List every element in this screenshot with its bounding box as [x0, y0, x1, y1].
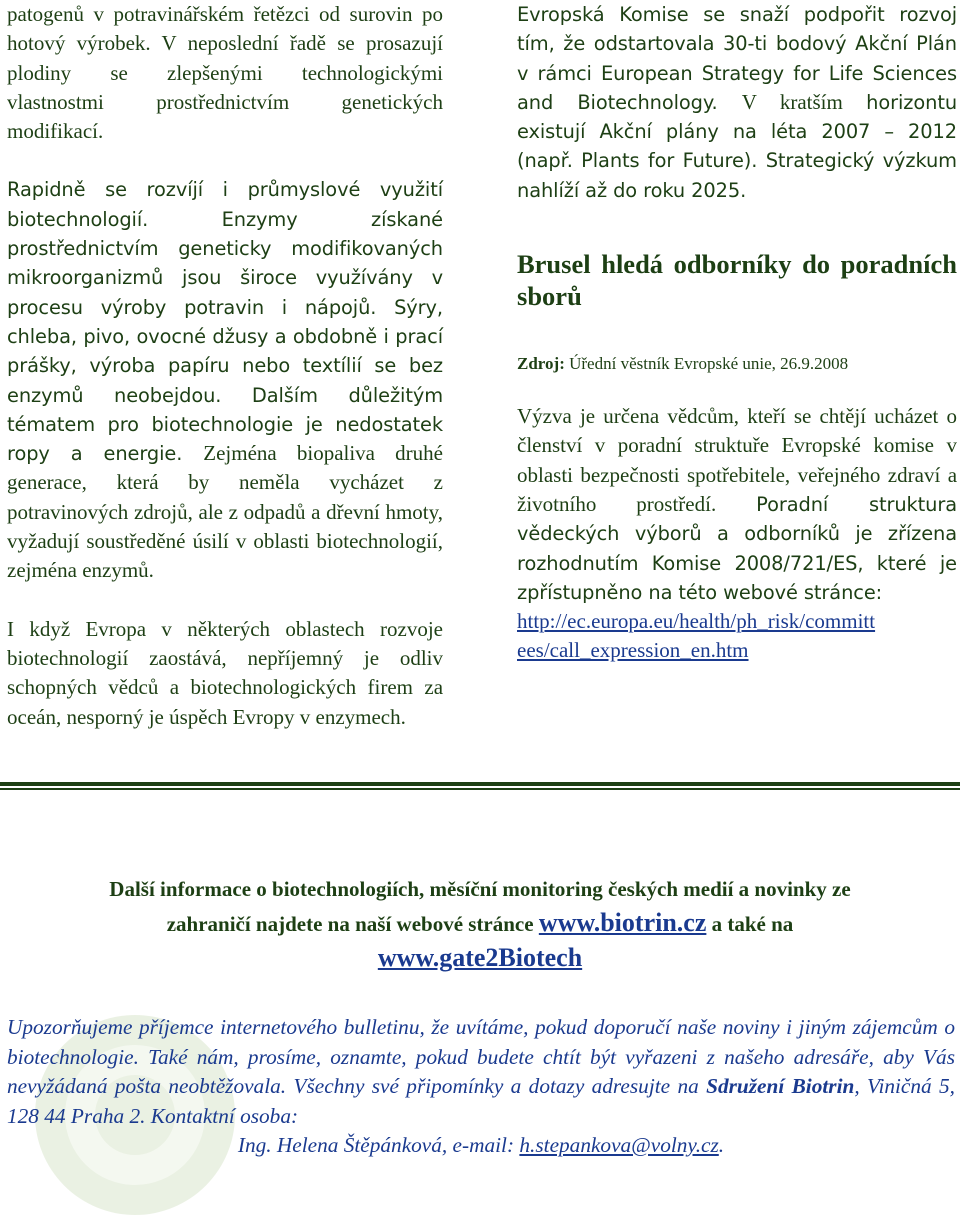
- right-column: [517, 0, 957, 666]
- organization-name: Sdružení Biotrin: [706, 1074, 855, 1098]
- text-line: spotřebitele, veřejného zdraví a životního: [517, 462, 958, 516]
- text-line: v oblasti biotechnologií, zejména enzymů.: [7, 529, 443, 583]
- text-line: Plán v rámci European Strategy for Life: [517, 32, 957, 85]
- text-line: nepříjemný je odliv schopných vědců a: [7, 645, 444, 700]
- contact-suffix: .: [718, 1133, 725, 1157]
- section-heading: Brusel hledá odborníky do poradních sborů: [517, 249, 957, 312]
- left-column: [7, 0, 443, 732]
- left-paragraph-3: [7, 615, 443, 732]
- text-line: horizontu existují Akční plány na léta: [517, 90, 958, 144]
- text-line: Sciences and Biotechnology.: [517, 61, 957, 114]
- right-paragraph-1: [517, 0, 957, 205]
- text-line: prostřednictvím genetických modifikací.: [7, 89, 443, 144]
- text-line: biotechnologických firem za oceán,: [7, 675, 444, 729]
- left-paragraph-2: [7, 175, 443, 585]
- divider-thin: [0, 788, 960, 790]
- text-line: tématem pro biotechnologie je nedostatek: [7, 412, 443, 436]
- info-line-1: Další informace o biotechnologiích, měsíční monitoring českých medií a novinky ze: [109, 877, 851, 901]
- info-line-2-prefix: zahraničí najdete na naší webové stránce: [166, 912, 534, 936]
- info-line-2: [20, 906, 940, 941]
- text-line: biotechnologií. Enzymy získané: [7, 207, 443, 231]
- text-line: i jiným zájemcům o biotechnologie. Také nám, prosíme, oznamte, pokud budete chtít být: [7, 1015, 955, 1069]
- text-line: dřevní hmoty, vyžadují soustředěné úsilí: [7, 499, 444, 554]
- divider-thick: [0, 782, 960, 786]
- text-line: nesporný je úspěch Evropy v enzymech.: [66, 704, 406, 729]
- text-line: Evropské komise v oblasti bezpečnosti: [517, 433, 957, 487]
- source-line: [517, 352, 957, 376]
- text-line: prostřednictvím geneticky modifikovaných: [7, 237, 443, 261]
- text-line: mikroorganizmů jsou široce využívány v: [7, 266, 443, 290]
- text-line: zpřístupněno na této webové stránce:: [517, 580, 883, 604]
- text-line: patogenů v potravinářském řetězci od: [7, 2, 341, 26]
- text-line: 2007 – 2012 (např. Plants for Future).: [517, 120, 957, 173]
- text-line: prací prášky, výroba papíru nebo textílií se: [7, 324, 443, 378]
- notice-block: [7, 1013, 955, 1161]
- text-line: Rapidně se rozvíjí i průmyslové využití: [7, 178, 443, 202]
- notice-paragraph: [7, 1013, 955, 1131]
- source-label: Zdroj:: [517, 354, 565, 374]
- contact-line: [7, 1131, 955, 1161]
- source-text: Úřední věstník Evropské unie, 26.9.2008: [569, 354, 849, 374]
- right-paragraph-2: [517, 402, 957, 666]
- notice-line-4-suffix: , Viničná 5, 128 44 Praha 2. Kontaktní osoba:: [7, 1074, 956, 1128]
- contact-prefix: Ing. Helena Štěpánková, e-mail:: [237, 1133, 515, 1157]
- gate2biotech-link[interactable]: www.gate2Biotech: [377, 943, 583, 972]
- text-line: generace, která by neměla vycházet: [7, 470, 404, 495]
- text-line: 2025.: [691, 178, 747, 202]
- email-link[interactable]: h.stepankova@volny.cz: [519, 1133, 719, 1157]
- info-block: [20, 872, 940, 976]
- text-line: z potravinových zdrojů, ale z odpadů a: [7, 470, 443, 524]
- text-line: výborů a odborníků je zřízena rozhodnutím: [517, 522, 957, 575]
- text-line: rozvoje biotechnologií zaostává,: [7, 616, 443, 670]
- left-paragraph-1: [7, 0, 443, 146]
- text-line: Výzva je určena vědcům, kteří se chtějí: [517, 404, 867, 429]
- biotrin-link[interactable]: www.biotrin.cz: [538, 908, 707, 937]
- text-line: ucházet o členství v poradní struktuře: [517, 404, 958, 458]
- text-line: I když Evropa v některých oblastech: [7, 616, 365, 641]
- text-line: Evropská Komise se snaží podpořit rozvoj: [517, 3, 957, 26]
- text-line: V kratším: [741, 89, 843, 114]
- text-line: Upozorňujeme příjemce internetového bulletinu, že uvítáme, pokud doporučí naše noviny: [7, 1015, 780, 1039]
- text-line: prostředí.: [636, 491, 717, 516]
- text-line: tím, že odstartovala 30-ti bodový Akční: [517, 32, 908, 56]
- text-line: Zejména biopaliva druhé: [203, 441, 443, 466]
- text-line: ropy a energie.: [7, 442, 183, 466]
- text-line: surovin po hotový výrobek. V neposlední: [7, 2, 444, 56]
- text-line: vyřazeni z našeho adresáře, aby Vás nevyžádaná pošta neobtěžovala. Všechny své připomínky: [7, 1044, 955, 1098]
- text-line: řadě se prosazují plodiny se zlepšenými: [7, 31, 443, 85]
- text-line: Komise 2008/721/ES, které je: [651, 551, 957, 575]
- text-line: bez enzymů neobejdou. Dalším důležitým: [7, 354, 443, 407]
- call-expression-link[interactable]: http://ec.europa.eu/health/ph_risk/committ ees/call_expression_en.htm: [517, 609, 876, 663]
- text-line: chleba, pivo, ovocné džusy a obdobně i: [7, 324, 389, 348]
- info-line-2-suffix: a také na: [711, 912, 794, 936]
- text-line: Strategický výzkum nahlíží až do roku: [517, 149, 957, 202]
- text-line: procesu výroby potravin i nápojů. Sýry,: [7, 295, 443, 319]
- text-line: Poradní struktura vědeckých: [517, 492, 957, 546]
- notice-line-4-prefix: a dotazy adresujte na: [510, 1074, 699, 1098]
- text-line: technologickými vlastnostmi: [7, 60, 443, 114]
